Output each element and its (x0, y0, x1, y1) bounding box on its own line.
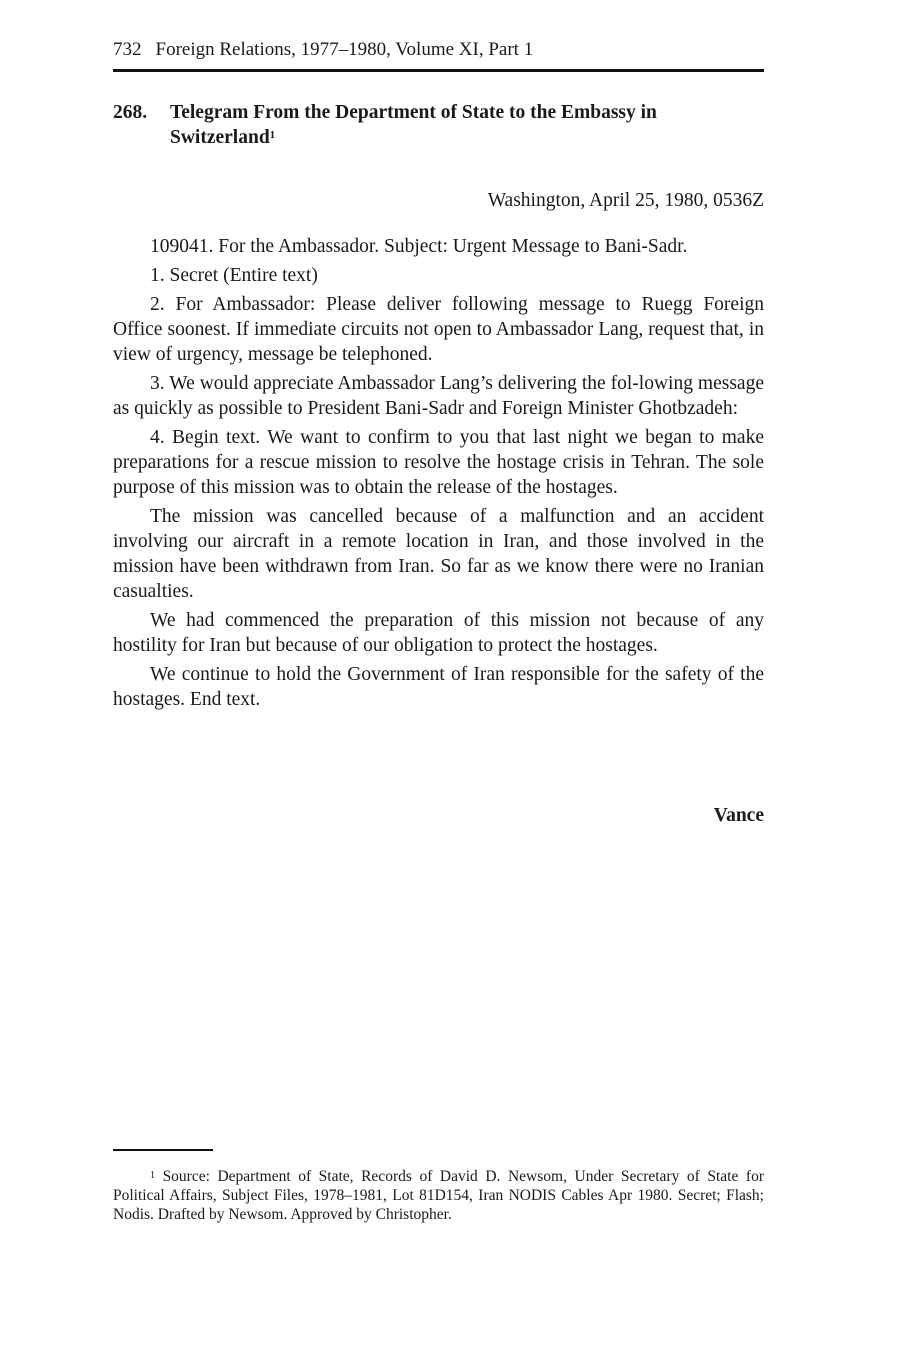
paragraph-4: 4. Begin text. We want to confirm to you that last night we began to make preparations for a rescue mission to resolve the hostage crisis in Tehran. The sole purpose of this mission was to obtain the release of the hostages. (113, 427, 764, 498)
paragraph-3: 3. We would appreciate Ambassador Lang’s delivering the fol-lowing message as quickly as possible to President Bani-Sadr and Foreign Minister Ghotbzadeh: (113, 373, 764, 419)
dateline: Washington, April 25, 1980, 0536Z (487, 190, 764, 211)
paragraph-6: We had commenced the preparation of this mission not because of any hostility for Iran but because of our obligation to protect the hostages. (113, 610, 764, 656)
footnote-marker: 1 (150, 1170, 155, 1181)
document-title-wrap (170, 100, 764, 150)
telegram-body (113, 234, 764, 716)
header-rule (113, 69, 764, 72)
signature: Vance (713, 805, 764, 826)
paragraph-2: 2. For Ambassador: Please deliver following message to Ruegg Foreign Office soonest. If immediate circuits not open to Ambassador Lang, request that, in view of urgency, message be telephoned. (113, 294, 764, 365)
paragraph-1: 1. Secret (Entire text) (150, 265, 318, 286)
paragraph-7: We continue to hold the Government of Iran responsible for the safety of the hostages. End text. (113, 664, 764, 710)
volume-title: Foreign Relations, 1977–1980, Volume XI, Part 1 (155, 39, 534, 60)
document-heading (113, 100, 764, 150)
document-title: Telegram From the Department of State to the Embassy in Switzerland (170, 102, 657, 148)
document-number: 268. (113, 102, 148, 123)
footnote-rule (113, 1149, 213, 1151)
paragraph-5: The mission was cancelled because of a malfunction and an accident involving our aircraft in a remote location in Iran, and those involved in the mission have been withdrawn from Iran. So far as we know there were no Iranian casualties. (113, 506, 764, 602)
running-head (113, 38, 764, 62)
footnote-text: Source: Department of State, Records of David D. Newsom, Under Secretary of State for Political Affairs, Subject Files, 1978–1981, Lot 81D154, Iran NODIS Cables Apr 1980. Secret; Flash; Nodis. Drafted by Newsom. Approved by Christopher. (113, 1168, 764, 1223)
footnote-paragraph (113, 1167, 764, 1224)
page-number: 732 (113, 39, 142, 60)
footnote (113, 1167, 764, 1224)
footnote-reference[interactable]: 1 (269, 129, 276, 141)
paragraph-header: 109041. For the Ambassador. Subject: Urgent Message to Bani-Sadr. (150, 236, 688, 257)
